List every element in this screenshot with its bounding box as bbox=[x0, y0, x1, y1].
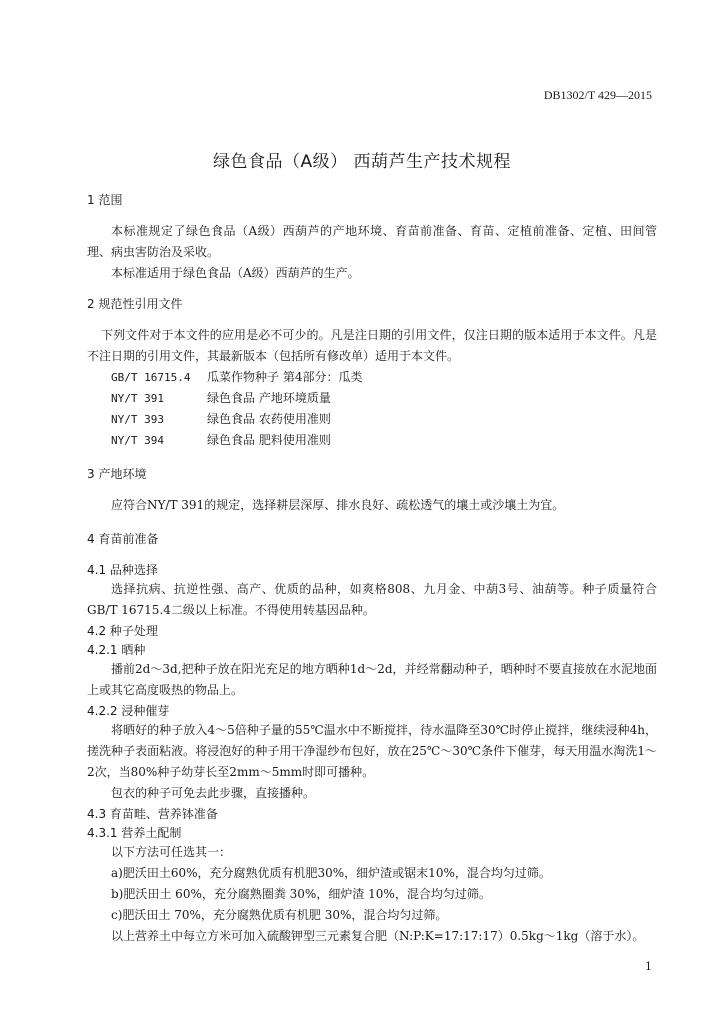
paragraph-scope-1: 本标准规定了绿色食品（A级）西葫芦的产地环境、育苗前准备、育苗、定植前准备、定植、田间管理、病虫害防治及采收。 bbox=[87, 224, 657, 259]
reference-item bbox=[87, 388, 657, 409]
document-body bbox=[87, 190, 657, 947]
reference-item bbox=[87, 367, 657, 388]
reference-code: NY/T 393 bbox=[111, 413, 164, 426]
subsection-heading-variety: 4.1 品种选择 bbox=[87, 563, 158, 577]
reference-name: 绿色食品 肥料使用准则 bbox=[207, 433, 331, 447]
reference-name: 绿色食品 产地环境质量 bbox=[207, 391, 331, 405]
paragraph-references: 下列文件对于本文件的应用是必不可少的。凡是注日期的引用文件，仅注日期的版本适用于本文件。凡是不注日期的引用文件，其最新版本（包括所有修改单）适用于本文件。 bbox=[87, 328, 657, 363]
standard-number: DB1302/T 429—2015 bbox=[543, 88, 652, 102]
section-heading-references: 2 规范性引用文件 bbox=[87, 297, 183, 311]
paragraph-soil-mix-intro: 以下方法可任选其一： bbox=[111, 845, 232, 859]
paragraph-soaking-2: 包衣的种子可免去此步骤，直接播种。 bbox=[111, 786, 316, 800]
paragraph-environment: 应符合NY/T 391的规定，选择耕层深厚、排水良好、疏松透气的壤土或沙壤土为宜。 bbox=[111, 498, 565, 512]
reference-name: 绿色食品 农药使用准则 bbox=[207, 412, 331, 426]
section-heading-scope: 1 范围 bbox=[87, 193, 123, 207]
subsection-heading-sun-drying: 4.2.1 晒种 bbox=[87, 643, 146, 657]
reference-code: GB/T 16715.4 bbox=[111, 371, 191, 384]
section-heading-preparation: 4 育苗前准备 bbox=[87, 532, 159, 546]
reference-code: NY/T 394 bbox=[111, 434, 164, 447]
reference-item bbox=[87, 430, 657, 451]
paragraph-soil-mix-note: 以上营养土中每立方米可加入硫酸钾型三元素复合肥（N:P:K=17:17:17）0.5kg～1kg（溶于水）。 bbox=[111, 929, 645, 943]
subsection-heading-soaking: 4.2.2 浸种催芽 bbox=[87, 704, 170, 718]
reference-name: 瓜菜作物种子 第4部分：瓜类 bbox=[207, 370, 363, 384]
document-title: 绿色食品（A级） 西葫芦生产技术规程 bbox=[212, 152, 512, 172]
subsection-heading-nursery-bed: 4.3 育苗畦、营养钵准备 bbox=[87, 807, 218, 821]
page-number: 1 bbox=[645, 960, 652, 973]
list-item: a)肥沃田土60%，充分腐熟优质有机肥30%，细炉渣或锯末10%，混合均匀过筛。 bbox=[111, 866, 551, 880]
list-item: b)肥沃田土 60%，充分腐熟圈粪 30%，细炉渣 10%，混合均匀过筛。 bbox=[111, 887, 491, 901]
subsection-heading-soil-mix: 4.3.1 营养土配制 bbox=[87, 826, 182, 840]
reference-code: NY/T 391 bbox=[111, 392, 164, 405]
paragraph-scope-2: 本标准适用于绿色食品（A级）西葫芦的生产。 bbox=[111, 266, 360, 280]
reference-item bbox=[87, 409, 657, 430]
paragraph-variety: 选择抗病、抗逆性强、高产、优质的品种，如爽格808、九月金、中葫3号、油葫等。种子质量符合GB/T 16715.4二级以上标准。不得使用转基因品种。 bbox=[87, 582, 657, 617]
subsection-heading-seed-treatment: 4.2 种子处理 bbox=[87, 624, 158, 638]
section-heading-environment: 3 产地环境 bbox=[87, 467, 147, 481]
paragraph-soaking-1: 将晒好的种子放入4～5倍种子量的55℃温水中不断搅拌，待水温降至30℃时停止搅拌，继续浸种4h，搓洗种子表面粘液。将浸泡好的种子用干净湿纱布包好，放在25℃～30℃条件下催芽，每天用温水淘洗1～2次，当80%种子幼芽长至2mm～5mm时即可播种。 bbox=[87, 723, 657, 779]
list-item: c)肥沃田土 70%，充分腐熟优质有机肥 30%，混合均匀过筛。 bbox=[111, 908, 448, 922]
paragraph-sun-drying: 播前2d～3d,把种子放在阳光充足的地方晒种1d～2d，并经常翻动种子，晒种时不要直接放在水泥地面上或其它高度吸热的物品上。 bbox=[87, 662, 657, 697]
